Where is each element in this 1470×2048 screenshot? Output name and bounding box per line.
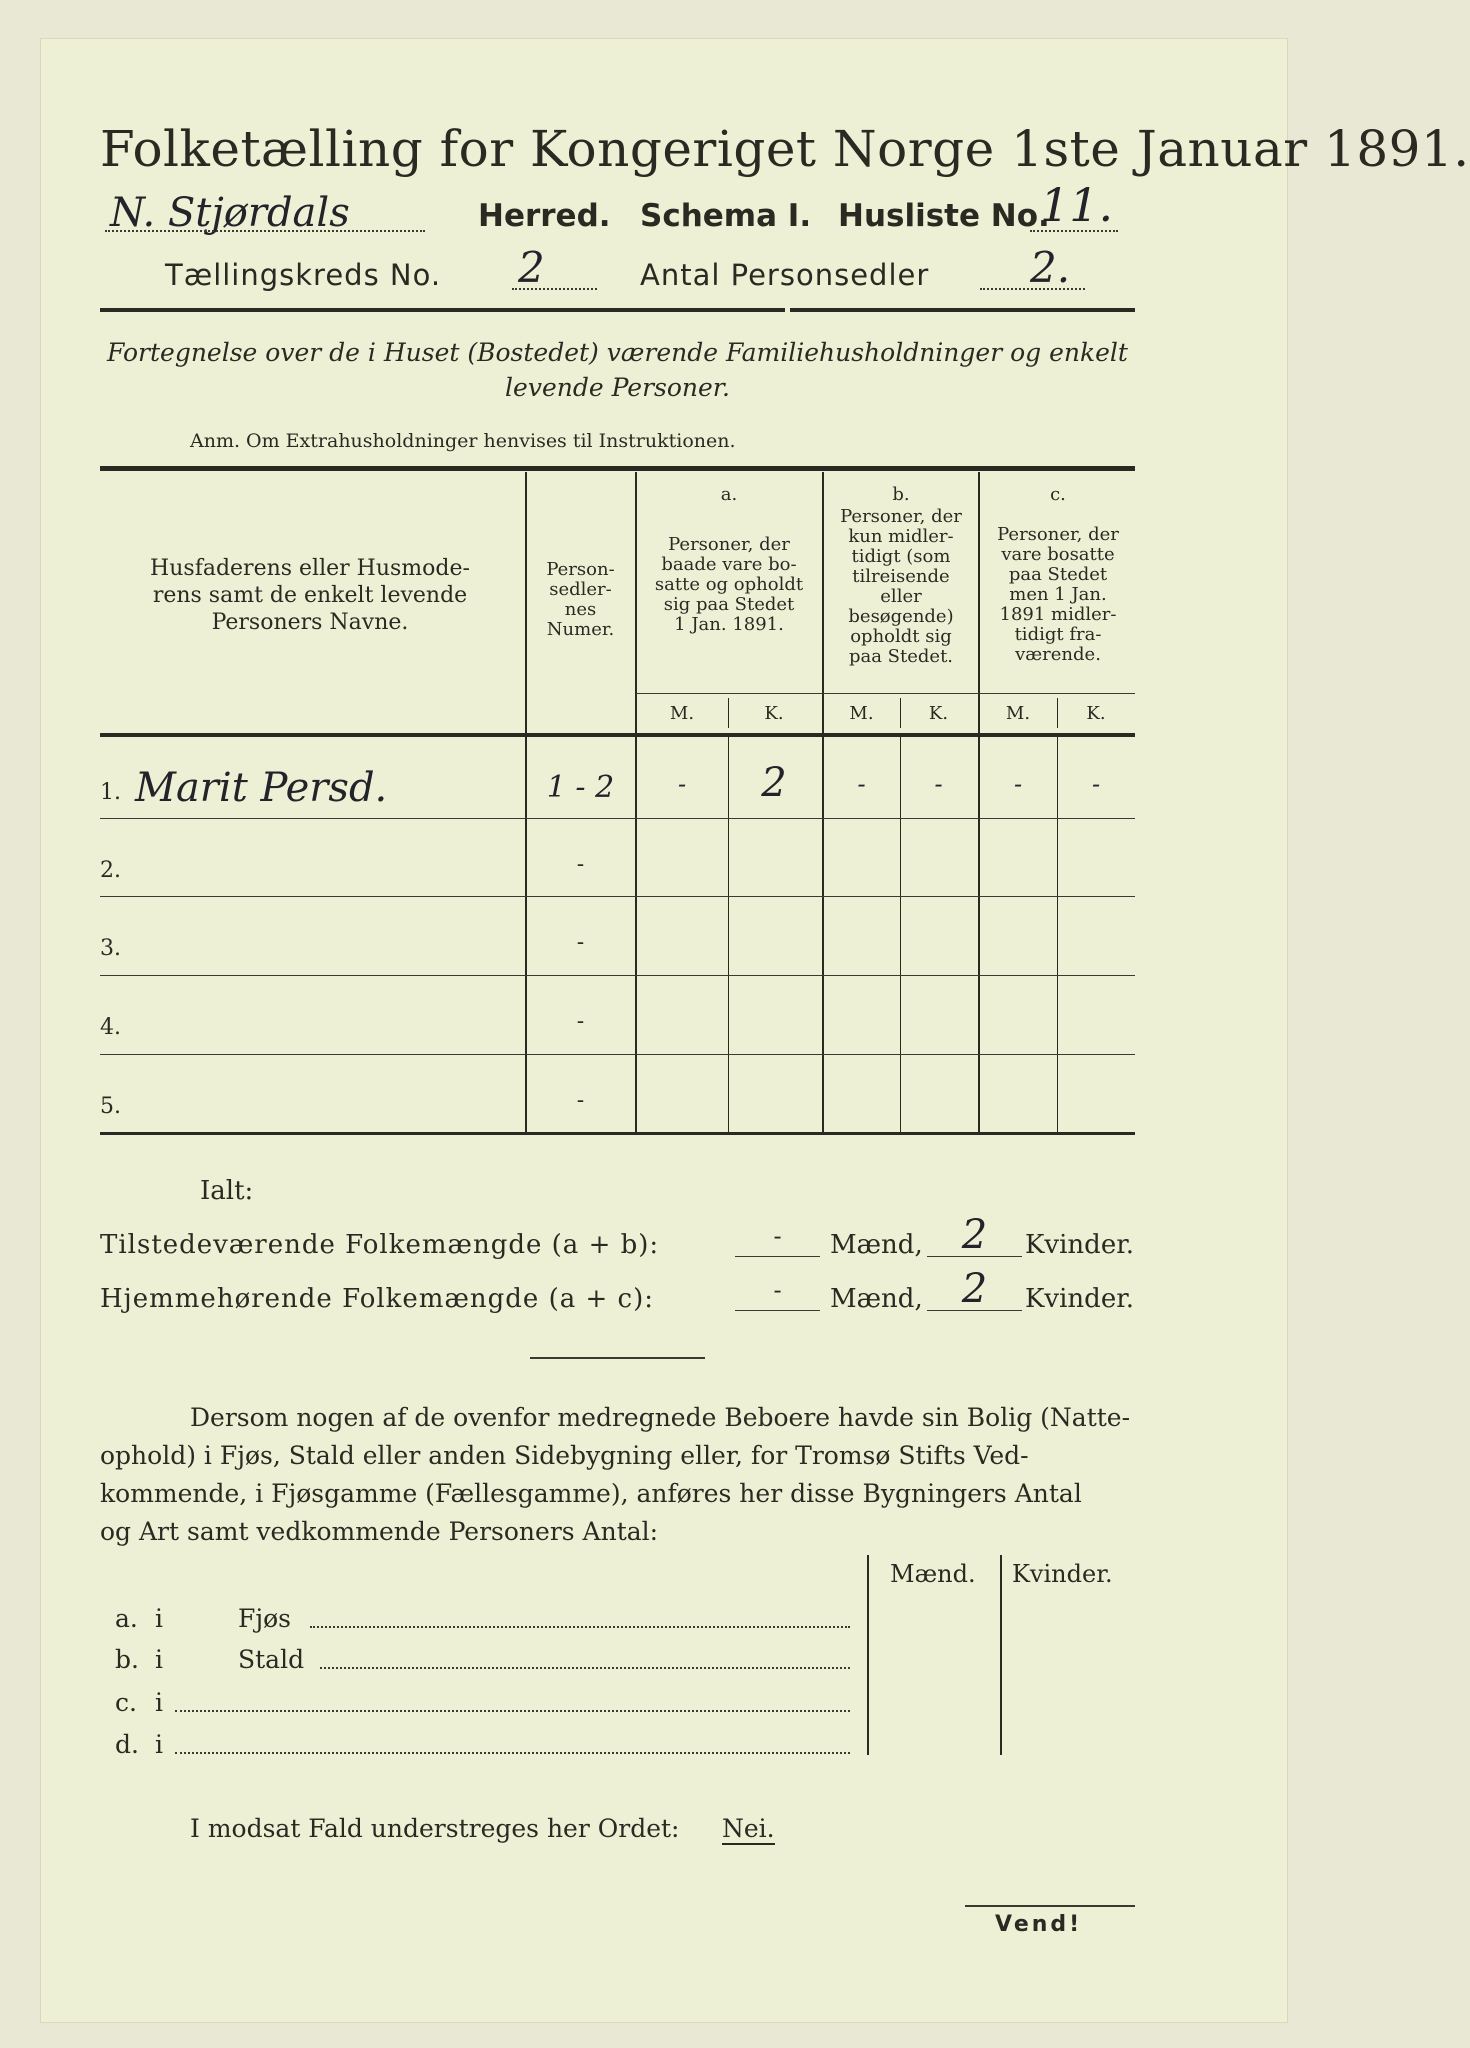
col-a-k: K. bbox=[764, 703, 784, 724]
building-letter: d. bbox=[115, 1730, 139, 1759]
maend-label: Mænd, bbox=[830, 1230, 923, 1260]
personseddel-number: - bbox=[576, 1009, 585, 1034]
intro-line1: Fortegnelse over de i Huset (Bostedet) værende Familiehusholdninger og enkelt bbox=[107, 338, 1128, 367]
col-b-header: Personer, der kun midler- tidigt (som tilreisende eller besøgende) opholdt sig paa Stedet. bbox=[840, 506, 962, 667]
census-form-page bbox=[40, 38, 1288, 2023]
row-number: 4. bbox=[100, 1015, 121, 1040]
a-men: - bbox=[677, 770, 687, 798]
tilstede-men: - bbox=[773, 1222, 782, 1250]
personseddel-number: - bbox=[576, 1088, 585, 1113]
col-b-k: K. bbox=[928, 703, 949, 724]
tilstede-label: Tilstedeværende Folkemængde (a + b): bbox=[100, 1230, 660, 1260]
nei-word: Nei. bbox=[722, 1814, 775, 1843]
row-number: 3. bbox=[100, 936, 121, 961]
building-i: i bbox=[155, 1688, 163, 1717]
row-number: 1. bbox=[100, 780, 121, 805]
col-num-header: Person- sedler- nes Numer. bbox=[546, 559, 615, 640]
intro-line2: levende Personer. bbox=[505, 373, 730, 402]
col-name-header: Husfaderens eller Husmode- rens samt de enkelt levende Personers Navne. bbox=[150, 556, 470, 635]
building-letter: c. bbox=[115, 1688, 137, 1717]
buildings-para-line2: ophold) i Fjøs, Stald eller anden Sidebygning eller, for Tromsø Stifts Ved- bbox=[100, 1441, 1029, 1470]
personseddel-number: 1 - 2 bbox=[546, 770, 615, 805]
building-label-fjos: Fjøs bbox=[238, 1604, 291, 1633]
husliste-label: Husliste No. bbox=[838, 198, 1050, 234]
form-title: Folketælling for Kongeriget Norge 1ste Januar 1891. bbox=[100, 120, 1470, 178]
b-men: - bbox=[857, 770, 866, 798]
anm-note: Anm. Om Extrahusholdninger henvises til Instruktionen. bbox=[190, 430, 736, 452]
building-i: i bbox=[155, 1604, 163, 1633]
col-b-m: M. bbox=[849, 703, 874, 724]
buildings-para-line1: Dersom nogen af de ovenfor medregnede Beboere havde sin Bolig (Natte- bbox=[190, 1403, 1131, 1432]
husliste-value: 11. bbox=[1040, 178, 1114, 232]
herred-value: N. Stjørdals bbox=[110, 190, 350, 236]
b-women: - bbox=[934, 770, 943, 798]
tilstede-women: 2 bbox=[961, 1212, 988, 1258]
ialt-label: Ialt: bbox=[200, 1176, 254, 1206]
building-letter: b. bbox=[115, 1645, 139, 1674]
building-i: i bbox=[155, 1730, 163, 1759]
col-a-m: M. bbox=[669, 703, 695, 724]
building-i: i bbox=[155, 1645, 163, 1674]
col-a-letter: a. bbox=[720, 484, 738, 505]
buildings-para-line4: og Art samt vedkommende Personers Antal: bbox=[100, 1517, 659, 1546]
a-women: 2 bbox=[761, 760, 787, 806]
col-c-letter: c. bbox=[1050, 484, 1066, 505]
kvinder-label: Kvinder. bbox=[1025, 1284, 1135, 1314]
buildings-para-line3: kommende, i Fjøsgamme (Fællesgamme), anføres her disse Bygningers Antal bbox=[100, 1479, 1082, 1508]
kvinder-label: Kvinder. bbox=[1025, 1230, 1135, 1260]
hjemme-women: 2 bbox=[961, 1266, 988, 1312]
personseddel-number: - bbox=[576, 930, 585, 955]
col-b-letter: b. bbox=[892, 484, 910, 505]
col-c-k: K. bbox=[1086, 703, 1106, 724]
row-number: 2. bbox=[100, 858, 121, 883]
c-men: - bbox=[1013, 770, 1023, 798]
herred-label: Herred. bbox=[478, 198, 611, 234]
col-c-header: Personer, der vare bosatte paa Stedet men 1 Jan. 1891 midler- tidigt fra- værende. bbox=[997, 524, 1119, 665]
modsat-text: I modsat Fald understreges her Ordet: bbox=[190, 1814, 680, 1843]
kreds-value: 2 bbox=[518, 243, 545, 292]
building-label-stald: Stald bbox=[238, 1645, 305, 1674]
antal-label: Antal Personsedler bbox=[640, 258, 930, 292]
hjemme-men: - bbox=[773, 1276, 782, 1304]
building-letter: a. bbox=[115, 1604, 138, 1633]
buildings-col-kvinder: Kvinder. bbox=[1012, 1560, 1113, 1588]
schema-label: Schema I. bbox=[640, 198, 812, 234]
c-women: - bbox=[1091, 770, 1101, 798]
antal-value: 2. bbox=[1030, 243, 1071, 292]
maend-label: Mænd, bbox=[830, 1284, 923, 1314]
col-a-header: Personer, der baade vare bo- satte og opholdt sig paa Stedet 1 Jan. 1891. bbox=[654, 534, 804, 635]
person-name: Marit Persd. bbox=[135, 765, 388, 811]
vend-label: Vend! bbox=[995, 1912, 1083, 1937]
col-c-m: M. bbox=[1005, 703, 1031, 724]
kreds-label: Tællingskreds No. bbox=[165, 258, 442, 292]
hjemme-label: Hjemmehørende Folkemængde (a + c): bbox=[100, 1284, 654, 1314]
personseddel-number: - bbox=[576, 852, 585, 877]
buildings-col-maend: Mænd. bbox=[890, 1560, 976, 1588]
row-number: 5. bbox=[100, 1094, 121, 1119]
